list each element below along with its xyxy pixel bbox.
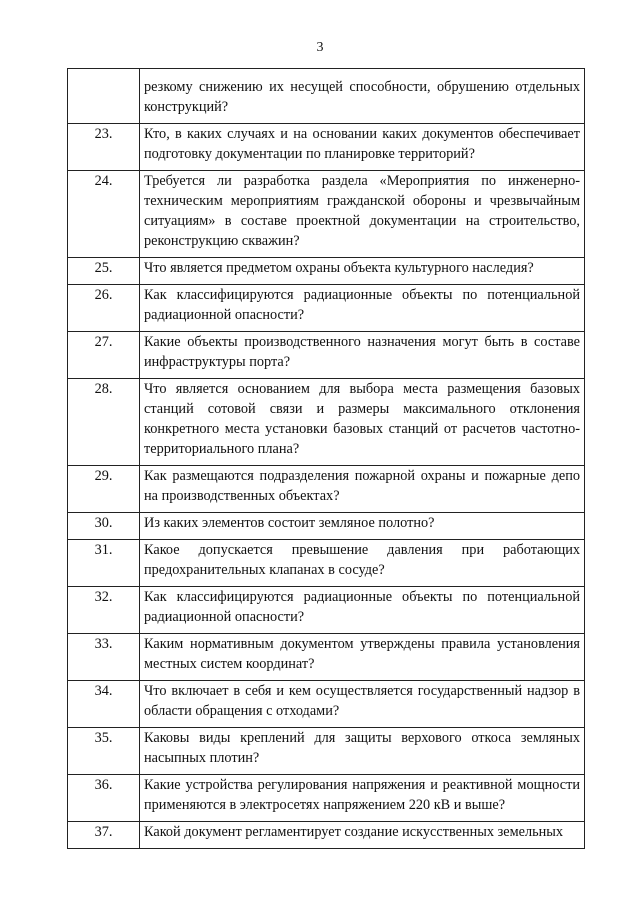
question-text: Какие объекты производственного назначения могут быть в составе инфраструктуры порта? xyxy=(140,332,585,379)
question-text: Кто, в каких случаях и на основании каких документов обеспечивает подготовку документации по планировке территорий? xyxy=(140,124,585,171)
question-number: 34. xyxy=(68,681,140,728)
table-row xyxy=(68,728,585,775)
questions-table xyxy=(67,68,585,849)
table-row xyxy=(68,466,585,513)
question-text: резкому снижению их несущей способности, обрушению отдельных конструкций? xyxy=(140,69,585,124)
question-text: Какие устройства регулирования напряжения и реактивной мощности применяются в электросетях напряжением 220 кВ и выше? xyxy=(140,775,585,822)
table-row xyxy=(68,587,585,634)
page-number: 3 xyxy=(316,40,324,55)
question-number: 28. xyxy=(68,379,140,466)
question-number: 30. xyxy=(68,513,140,540)
question-text: Как размещаются подразделения пожарной охраны и пожарные депо на производственных объектах? xyxy=(140,466,585,513)
question-number: 31. xyxy=(68,540,140,587)
table-row xyxy=(68,332,585,379)
question-text: Что является основанием для выбора места размещения базовых станций сотовой связи и размеры максимального отклонения конкретного места установки базовых станций от расчетов частотно-территориального плана? xyxy=(140,379,585,466)
question-number: 33. xyxy=(68,634,140,681)
table-row xyxy=(68,540,585,587)
question-text: Как классифицируются радиационные объекты по потенциальной радиационной опасности? xyxy=(140,285,585,332)
questions-table-body xyxy=(68,69,585,849)
question-text: Какой документ регламентирует создание искусственных земельных xyxy=(140,822,585,849)
table-row xyxy=(68,775,585,822)
question-number xyxy=(68,69,140,124)
question-text: Что является предметом охраны объекта культурного наследия? xyxy=(140,258,585,285)
question-text: Каковы виды креплений для защиты верхового откоса земляных насыпных плотин? xyxy=(140,728,585,775)
table-row xyxy=(68,681,585,728)
question-number: 37. xyxy=(68,822,140,849)
table-row xyxy=(68,69,585,124)
question-number: 25. xyxy=(68,258,140,285)
question-text: Требуется ли разработка раздела «Мероприятия по инженерно-техническим мероприятиям гражданской обороны и чрезвычайным ситуациям» в составе проектной документации на строительство, реконструкцию скважин? xyxy=(140,171,585,258)
question-number: 23. xyxy=(68,124,140,171)
question-text: Каким нормативным документом утверждены правила установления местных систем координат? xyxy=(140,634,585,681)
question-number: 29. xyxy=(68,466,140,513)
question-text: Что включает в себя и кем осуществляется государственный надзор в области обращения с отходами? xyxy=(140,681,585,728)
table-row xyxy=(68,379,585,466)
question-number: 24. xyxy=(68,171,140,258)
question-number: 32. xyxy=(68,587,140,634)
question-number: 35. xyxy=(68,728,140,775)
table-row xyxy=(68,513,585,540)
table-row xyxy=(68,124,585,171)
question-text: Какое допускается превышение давления при работающих предохранительных клапанах в сосуде? xyxy=(140,540,585,587)
question-text: Из каких элементов состоит земляное полотно? xyxy=(140,513,585,540)
question-number: 27. xyxy=(68,332,140,379)
question-text: Как классифицируются радиационные объекты по потенциальной радиационной опасности? xyxy=(140,587,585,634)
table-row xyxy=(68,822,585,849)
question-number: 36. xyxy=(68,775,140,822)
question-number: 26. xyxy=(68,285,140,332)
table-row xyxy=(68,634,585,681)
table-row xyxy=(68,171,585,258)
table-row xyxy=(68,285,585,332)
table-row xyxy=(68,258,585,285)
